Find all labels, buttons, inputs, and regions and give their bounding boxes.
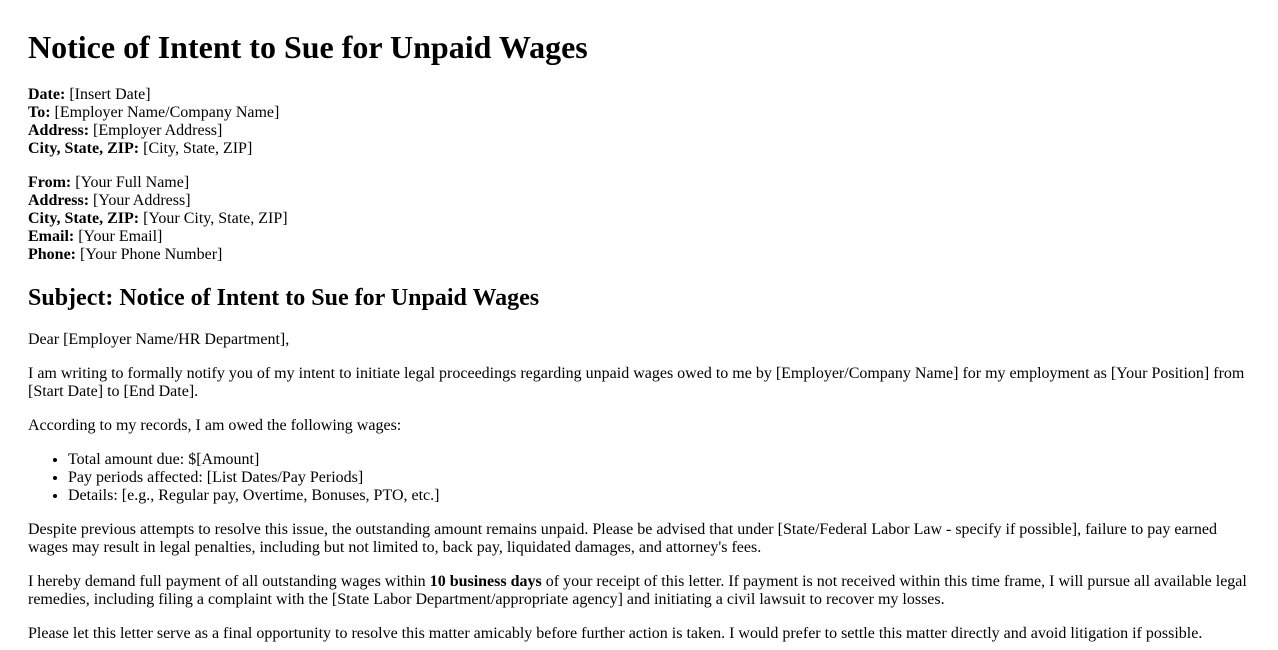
recipient-address-line [28, 122, 1250, 140]
demand-text-after: of your receipt of this letter. If payment is not received within this time frame, I will pursue all available legal remedies, including filing a complaint with the [State Labor Department/appropriate agency] and initiating a civil lawsuit to recover my losses. [28, 573, 1247, 608]
date-line [28, 86, 1250, 104]
sender-address-label: Address: [28, 192, 90, 209]
phone-label: Phone: [28, 246, 76, 263]
from-line [28, 174, 1250, 192]
date-label: Date: [28, 86, 66, 103]
page-title: Notice of Intent to Sue for Unpaid Wages [28, 29, 588, 65]
records-paragraph: According to my records, I am owed the following wages: [28, 417, 402, 434]
email-label: Email: [28, 228, 75, 245]
email-value: [Your Email] [78, 228, 163, 245]
recipient-address-label: Address: [28, 122, 90, 139]
sender-city-line [28, 210, 1250, 228]
from-label: From: [28, 174, 72, 191]
sender-city-value: [Your City, State, ZIP] [143, 210, 288, 227]
to-label: To: [28, 104, 51, 121]
final-paragraph: Please let this letter serve as a final opportunity to resolve this matter amicably before further action is taken. I would prefer to settle this matter directly and avoid litigation if possible. [28, 625, 1203, 642]
despite-paragraph: Despite previous attempts to resolve this issue, the outstanding amount remains unpaid. Please be advised that under [State/Federal Labor Law - specify if possible], failure to pay earned wages may result in legal penalties, including but not limited to, back pay, liquidated damages, and attorney's fees. [28, 521, 1218, 556]
intro-paragraph: I am writing to formally notify you of my intent to initiate legal proceedings regarding unpaid wages owed to me by [Employer/Company Name] for my employment as [Your Position] from [Start Date] to [End Date]. [28, 365, 1245, 400]
sender-block [28, 174, 1250, 264]
list-item: • Pay periods affected: [List Dates/Pay Periods] [68, 469, 1250, 487]
phone-line [28, 246, 1250, 264]
to-value: [Employer Name/Company Name] [54, 104, 280, 121]
sender-address-value: [Your Address] [93, 192, 191, 209]
demand-text-before: I hereby demand full payment of all outstanding wages within [28, 573, 430, 590]
recipient-block [28, 86, 1250, 158]
list-item: • Details: [e.g., Regular pay, Overtime, Bonuses, PTO, etc.] [68, 487, 1250, 505]
phone-value: [Your Phone Number] [80, 246, 223, 263]
demand-paragraph [28, 573, 1250, 609]
recipient-city-value: [City, State, ZIP] [143, 140, 253, 157]
to-line [28, 104, 1250, 122]
recipient-city-label: City, State, ZIP: [28, 140, 140, 157]
list-item: • Total amount due: $[Amount] [68, 451, 1250, 469]
email-line [28, 228, 1250, 246]
recipient-city-line [28, 140, 1250, 158]
sender-address-line [28, 192, 1250, 210]
from-value: [Your Full Name] [75, 174, 190, 191]
recipient-address-value: [Employer Address] [93, 122, 223, 139]
deadline-emphasis: 10 business days [429, 573, 542, 590]
subject-heading: Subject: Notice of Intent to Sue for Unpaid Wages [28, 285, 540, 311]
date-value: [Insert Date] [69, 86, 151, 103]
salutation: Dear [Employer Name/HR Department], [28, 331, 290, 348]
wage-list [28, 451, 1250, 505]
sender-city-label: City, State, ZIP: [28, 210, 140, 227]
